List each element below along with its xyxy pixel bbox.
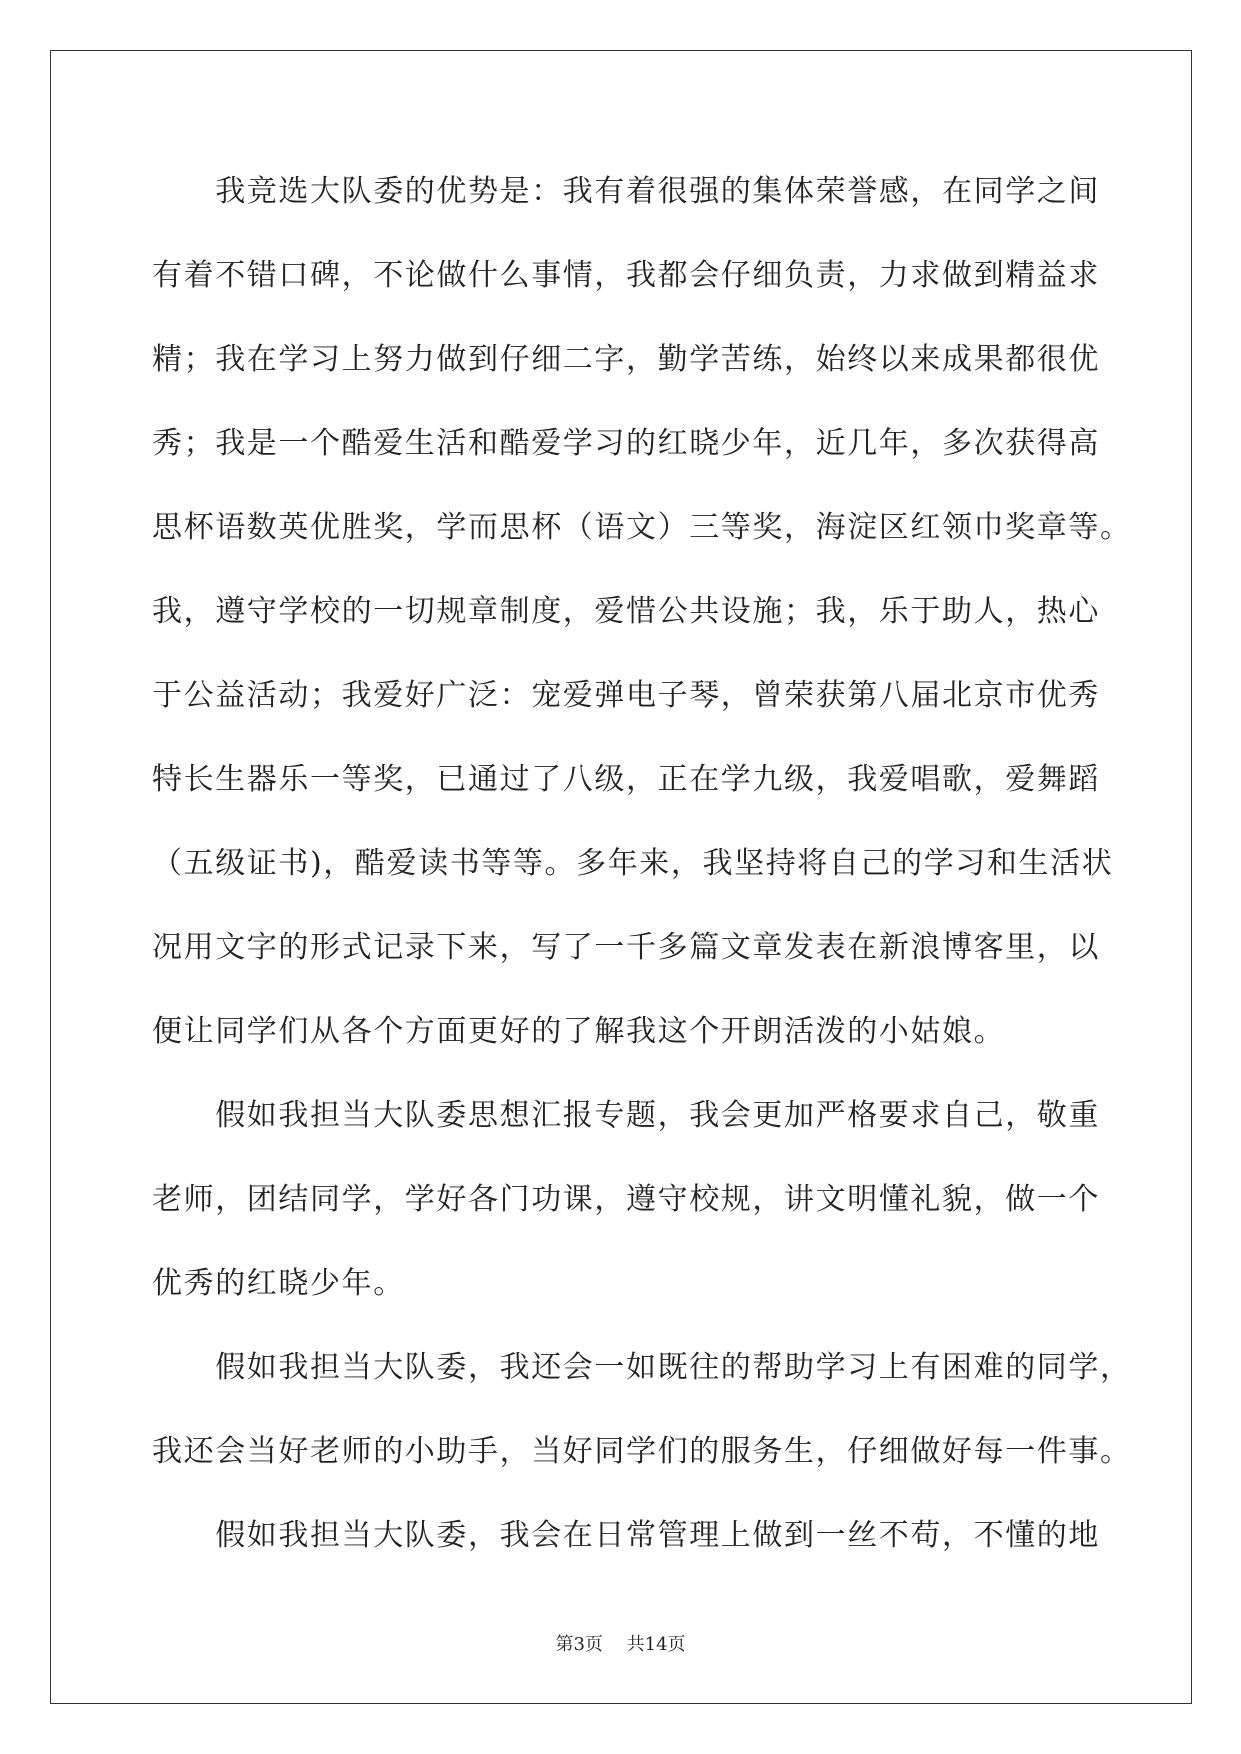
text-line: 秀；我是一个酷爱生活和酷爱学习的红晓少年，近几年，多次获得高 (152, 426, 1100, 461)
text-line: 我竞选大队委的优势是：我有着很强的集体荣誉感，在同学之间 (152, 174, 1100, 209)
text-line: 思杯语数英优胜奖，学而思杯（语文）三等奖，海淀区红领巾奖章等。 (152, 510, 1132, 545)
text-line: 我，遵守学校的一切规章制度，爱惜公共设施；我，乐于助人，热心 (152, 594, 1100, 629)
page-footer (0, 1630, 1241, 1656)
page-number: 第3页 共14页 (555, 1634, 686, 1655)
text-line: 假如我担当大队委，我还会一如既往的帮助学习上有困难的同学， (152, 1350, 1132, 1385)
document-body (152, 160, 1132, 1588)
text-line: 精；我在学习上努力做到仔细二字，勤学苦练，始终以来成果都很优 (152, 342, 1100, 377)
text-line: 假如我担当大队委思想汇报专题，我会更加严格要求自己，敬重 (152, 1098, 1100, 1133)
text-line: 优秀的红晓少年。 (152, 1266, 405, 1301)
text-line: 于公益活动；我爱好广泛：宠爱弹电子琴，曾荣获第八届北京市优秀 (152, 678, 1100, 713)
text-line: 有着不错口碑，不论做什么事情，我都会仔细负责，力求做到精益求 (152, 258, 1100, 293)
text-line: 特长生器乐一等奖，已通过了八级，正在学九级，我爱唱歌，爱舞蹈 (152, 762, 1100, 797)
text-line: 老师，团结同学，学好各门功课，遵守校规，讲文明懂礼貌，做一个 (152, 1182, 1100, 1217)
text-line: 假如我担当大队委，我会在日常管理上做到一丝不苟，不懂的地 (152, 1518, 1100, 1553)
text-line: 况用文字的形式记录下来，写了一千多篇文章发表在新浪博客里，以 (152, 930, 1100, 965)
text-line: （五级证书)，酷爱读书等等。多年来，我坚持将自己的学习和生活状 (152, 846, 1114, 881)
text-line: 便让同学们从各个方面更好的了解我这个开朗活泼的小姑娘。 (152, 1014, 1006, 1049)
text-line: 我还会当好老师的小助手，当好同学们的服务生，仔细做好每一件事。 (152, 1434, 1132, 1469)
